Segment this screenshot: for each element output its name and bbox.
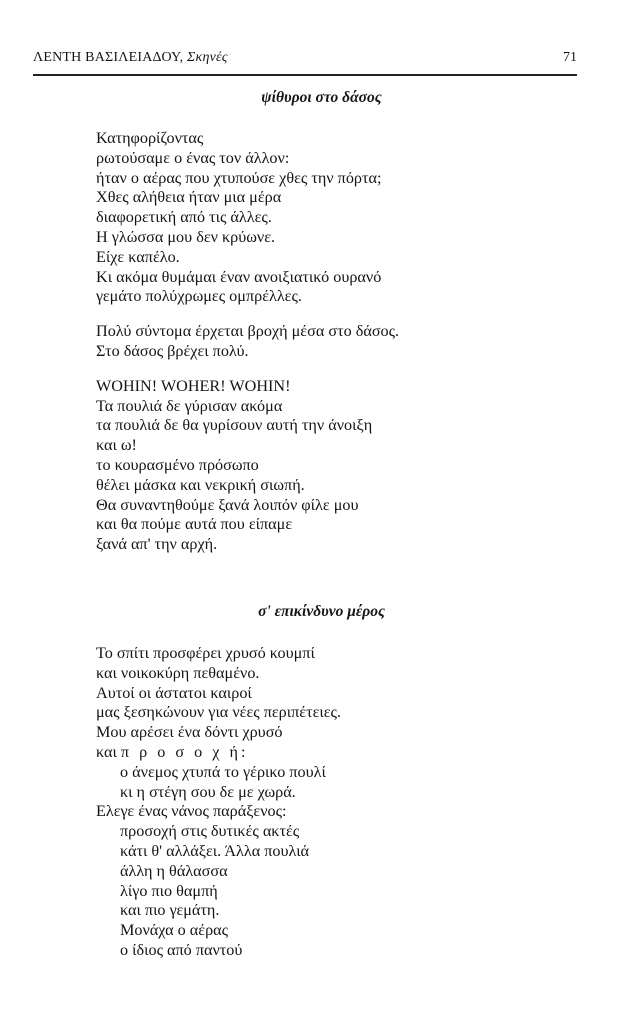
poem-line: Μου αρέσει ένα δόντι χρυσό xyxy=(96,723,283,742)
poem-line: Στο δάσος βρέχει πολύ. xyxy=(96,341,249,360)
author-name: ΛΕΝΤΗ ΒΑΣΙΛΕΙΑΔΟΥ, xyxy=(33,50,184,65)
poem-line: Τα πουλιά δε γύρισαν ακόμα xyxy=(96,396,283,415)
poem-line: προσοχή στις δυτικές ακτές xyxy=(120,822,300,841)
poem-word: και xyxy=(96,742,117,761)
poem-line: Κατηφορίζοντας xyxy=(96,129,204,147)
poem-line: λίγο πιο θαμπή xyxy=(120,881,218,900)
poem-line: ο ίδιος από παντού xyxy=(120,940,243,959)
poem-line: άλλη η θάλασσα xyxy=(120,861,228,880)
poem-line: ο άνεμος χτυπά το γέρικο πουλί xyxy=(120,762,326,781)
running-header xyxy=(33,50,577,72)
poem-line: Ελεγε ένας νάνος παράξενος: xyxy=(96,802,287,821)
poem-line: κι η στέγη σου δε με χωρά. xyxy=(120,782,296,801)
poem-line: Κι ακόμα θυμάμαι έναν ανοιξιατικό ουρανό xyxy=(96,267,382,286)
poem-line: Αυτοί οι άστατοι καιροί xyxy=(96,683,252,702)
poem-line: και θα πούμε αυτά που είπαμε xyxy=(96,515,293,534)
poem-line: και νοικοκύρη πεθαμένο. xyxy=(96,663,260,682)
poem-line: ήταν ο αέρας που χτυπούσε χθες την πόρτα; xyxy=(96,168,382,187)
poem-line: μας ξεσηκώνουν για νέες περιπέτειες. xyxy=(96,703,341,722)
poem-line: θέλει μάσκα και νεκρική σιωπή. xyxy=(96,475,305,494)
poem-line: κάτι θ' αλλάξει. Άλλα πουλιά xyxy=(120,841,310,860)
poem-line: ρωτούσαμε ο ένας τον άλλον: xyxy=(96,148,290,167)
poem-line: Το σπίτι προσφέρει χρυσό κουμπί xyxy=(96,644,315,662)
poem-line: και πιο γεμάτη. xyxy=(120,901,220,920)
poem-line: Είχε καπέλο. xyxy=(96,247,180,266)
poem-line: Η γλώσσα μου δεν κρύωνε. xyxy=(96,227,276,246)
poem-line: ξανά απ' την αρχή. xyxy=(96,535,218,554)
poem-line: Θα συναντηθούμε ξανά λοιπόν φίλε μου xyxy=(96,495,359,514)
poem-line: τα πουλιά δε θα γυρίσουν αυτή την άνοιξη xyxy=(96,416,373,435)
header-rule xyxy=(33,74,577,76)
book-title: Σκηνές xyxy=(187,50,228,65)
poem-line: γεμάτο πολύχρωμες ομπρέλλες. xyxy=(96,287,302,306)
poem-line xyxy=(96,743,341,763)
poem-line: και ω! xyxy=(96,436,137,455)
poem-title-2: σ' επικίνδυνο μέρος xyxy=(258,603,385,620)
poem-word-spaced: π ρ ο σ ο χ ή: xyxy=(120,742,249,761)
poem-line: Μονάχα ο αέρας xyxy=(120,921,229,940)
poem-title-1: ψίθυροι στο δάσος xyxy=(261,89,382,106)
poem-line: διαφορετική από τις άλλες. xyxy=(96,208,272,227)
page-number: 71 xyxy=(563,50,577,65)
poem-line: Χθες αλήθεια ήταν μια μέρα xyxy=(96,188,282,207)
header-author xyxy=(33,50,228,66)
poem-2 xyxy=(96,644,341,961)
poem-line: Πολύ σύντομα έρχεται βροχή μέσα στο δάσος. xyxy=(96,322,400,341)
poem-1 xyxy=(96,129,399,555)
poem-line: το κουρασμένο πρόσωπο xyxy=(96,455,259,474)
poem-line: WOHIN! WOHER! WOHIN! xyxy=(96,376,291,395)
